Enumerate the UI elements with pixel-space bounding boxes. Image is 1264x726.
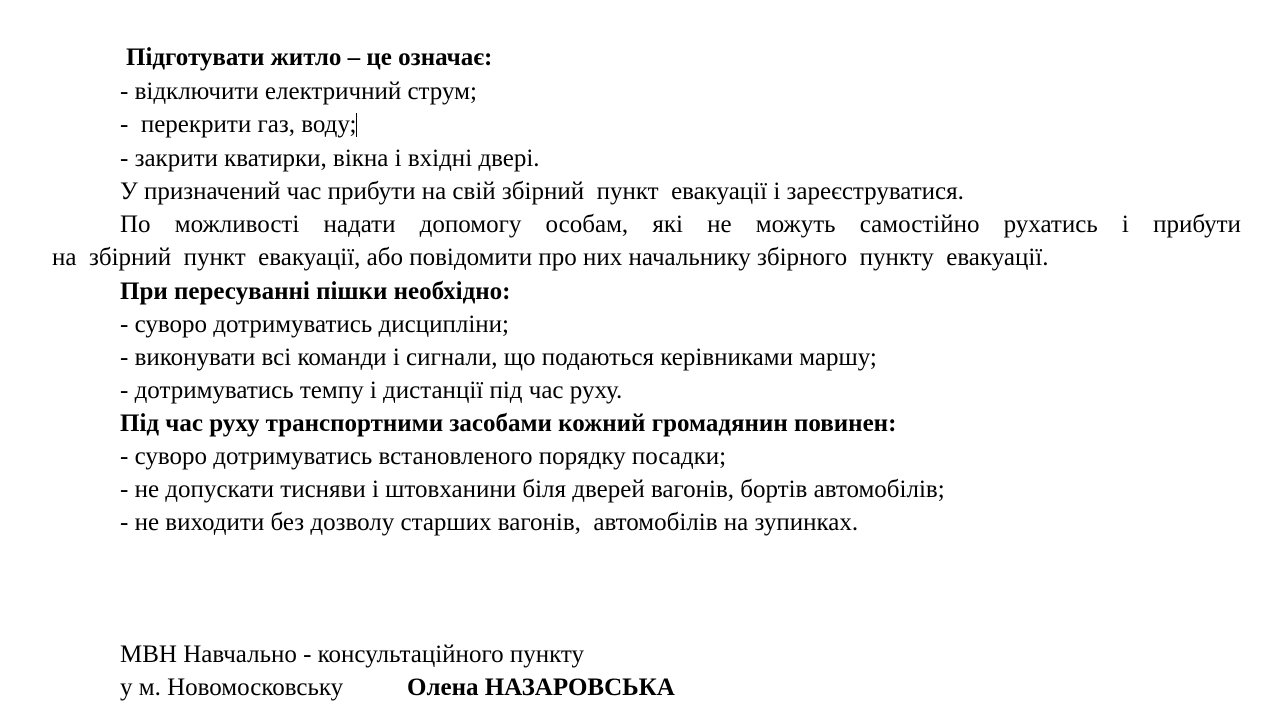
paragraph-arrival: У призначений час прибути на свій збірний пункт евакуації і зареєструватися. <box>120 178 964 205</box>
list-item: - не виходити без дозволу старших вагонів, автомобілів на зупинках. <box>120 509 859 536</box>
list-item: - суворо дотримуватись встановленого порядку посадки; <box>120 443 727 470</box>
word: можуть <box>755 211 836 238</box>
heading-transport: Під час руху транспортними засобами кожний громадянин повинен: <box>120 410 897 437</box>
heading-prepare-housing: Підготувати житло – це означає: <box>126 44 493 71</box>
word: самостійно <box>859 211 980 238</box>
word: рухатись <box>1003 211 1098 238</box>
list-item: - виконувати всі команди і сигнали, що подаються керівниками маршу; <box>120 344 877 371</box>
word: особам, <box>545 211 629 238</box>
word: не <box>707 211 732 238</box>
signature-name: Олена НАЗАРОВСЬКА <box>407 674 675 701</box>
list-item: - суворо дотримуватись дисципліни; <box>120 311 509 338</box>
list-item: - відключити електричний струм; <box>120 78 477 105</box>
paragraph-help-line-1 <box>120 208 1241 241</box>
list-item: - не допускати тисняви і штовханини біля дверей вагонів, бортів автомобілів; <box>120 476 945 503</box>
list-item: - дотримуватись темпу і дистанції під час руху. <box>120 377 623 404</box>
signature-organization: МВН Навчально - консультаційного пункту <box>120 641 584 668</box>
list-item: - перекрити газ, воду; <box>120 111 357 138</box>
list-item: - закрити кватирки, вікна і вхідні двері. <box>120 145 540 172</box>
word: і <box>1121 211 1129 238</box>
heading-walking: При пересуванні пішки необхідно: <box>120 278 511 305</box>
text-cursor <box>356 113 357 137</box>
word: прибути <box>1153 211 1241 238</box>
word: допомогу <box>419 211 522 238</box>
signature-city: у м. Новомосковську <box>120 674 344 701</box>
word: можливості <box>174 211 300 238</box>
word: надати <box>323 211 396 238</box>
paragraph-help-line-2: на збірний пункт евакуації, або повідомити про них начальнику збірного пункту евакуації. <box>52 244 1049 271</box>
word: які <box>652 211 683 238</box>
word: По <box>120 211 151 238</box>
